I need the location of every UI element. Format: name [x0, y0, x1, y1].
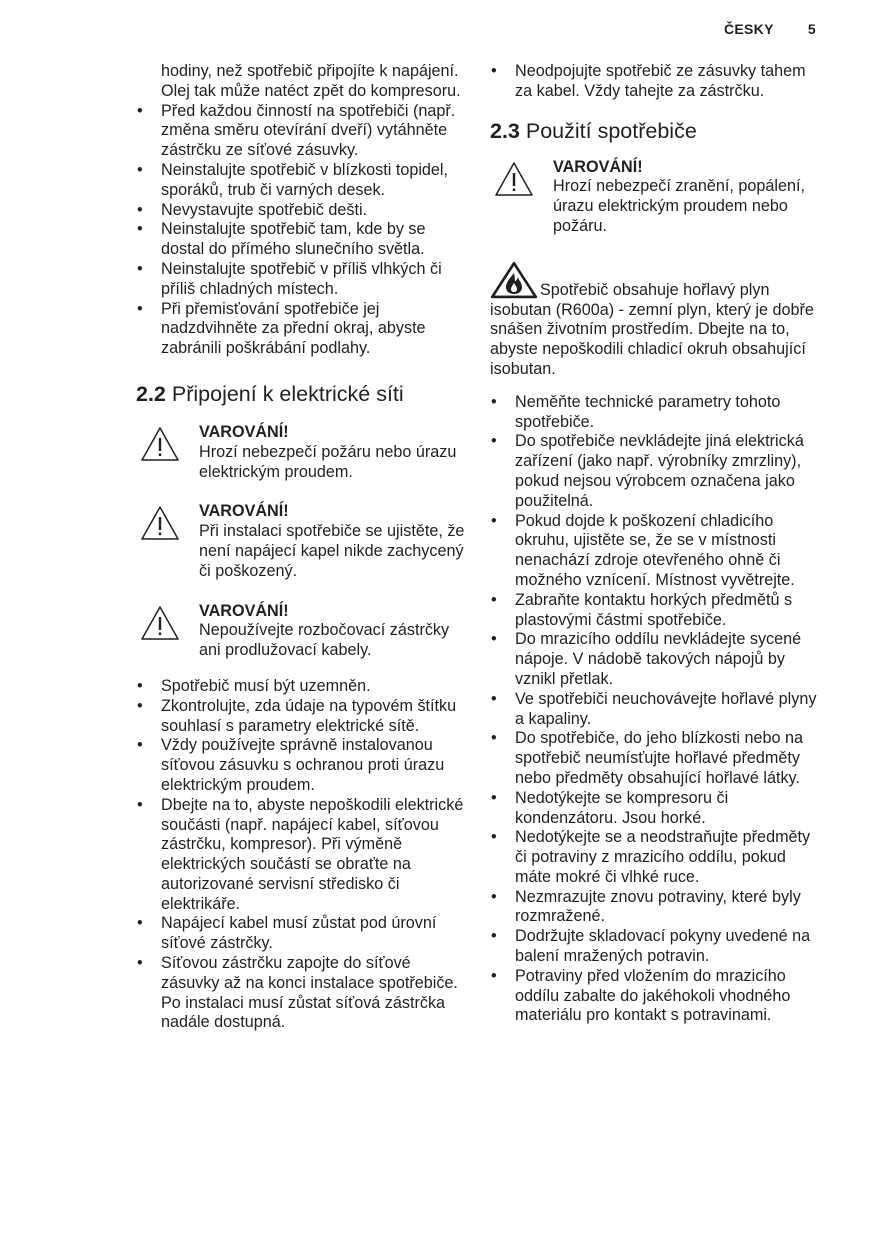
list-item: hodiny, než spotřebič připojíte k napájení. Olej tak může natéct zpět do kompresoru. [161, 62, 461, 100]
section-heading-usage [490, 118, 820, 144]
warning-box [490, 158, 820, 237]
warning-triangle-icon [140, 605, 180, 641]
left-column [136, 62, 466, 1033]
list-item: • Zabraňte kontaktu horkých předmětů s plastovými částmi spotřebiče. [490, 591, 820, 631]
section-number: 2.2 [136, 381, 166, 406]
language-label: ČESKY [723, 21, 774, 37]
warning-box [136, 502, 466, 581]
list-item: • Pokud dojde k poškození chladicího okruhu, ujistěte se, že se v místnosti nenachází zdroje otevřeného ohně či možného vznícení. Místnost vyvětrejte. [490, 512, 820, 591]
flammable-notice [490, 261, 820, 380]
list-item: • Nezmrazujte znovu potraviny, které byly rozmražené. [490, 888, 820, 928]
warning-title: VAROVÁNÍ! [199, 502, 289, 521]
list-item: • Zkontrolujte, zda údaje na typovém štítku souhlasí s parametry elektrické sítě. [136, 697, 466, 737]
list-item: • Nedotýkejte se kompresoru či kondenzátoru. Jsou horké. [490, 789, 820, 829]
list-item: • Nevystavujte spotřebič dešti. [136, 201, 466, 221]
list-item: • Do spotřebiče, do jeho blízkosti nebo na spotřebič neumísťujte hořlavé předměty nebo předměty obsahující hořlavé látky. [490, 729, 820, 788]
warning-triangle-icon [140, 426, 180, 462]
list-item: • Vždy používejte správně instalovanou síťovou zásuvku s ochranou proti úrazu elektrickým proudem. [136, 736, 466, 795]
list-item: • Dbejte na to, abyste nepoškodili elektrické součásti (např. napájecí kabel, síťovou zástrčku, kompresor). Při výměně elektrických součástí se obraťte na autorizované servisní středisko či elektrikáře. [136, 796, 466, 915]
list-item: • Síťovou zástrčku zapojte do síťové zásuvky až na konci instalace spotřebiče. Po instalaci musí zůstat síťová zástrčka nadále dostupná. [136, 954, 466, 1033]
list-item: • Neinstalujte spotřebič tam, kde by se dostal do přímého slunečního světla. [136, 220, 466, 260]
list-item: • Neinstalujte spotřebič v příliš vlhkých či příliš chladných místech. [136, 260, 466, 300]
page-number: 5 [807, 21, 816, 37]
warning-triangle-icon [140, 505, 180, 541]
list-item: • Potraviny před vložením do mrazicího oddílu zabalte do jakéhokoli vhodného materiálu pro kontakt s potravinami. [490, 967, 820, 1026]
list-item: • Neodpojujte spotřebič ze zásuvky tahem za kabel. Vždy tahejte za zástrčku. [490, 62, 820, 102]
warning-text: Nepoužívejte rozbočovací zástrčky ani prodlužovací kabely. [199, 621, 450, 660]
list-item: • Do mrazicího oddílu nevkládejte sycené nápoje. V nádobě takových nápojů by vznikl přetlak. [490, 630, 820, 689]
warning-box [136, 602, 466, 661]
right-column [490, 62, 820, 1026]
section-title: Použití spotřebiče [525, 118, 697, 143]
bullet-list-unplug [490, 62, 820, 102]
bullet-list-electrical [136, 677, 466, 1033]
list-item: • Ve spotřebiči neuchovávejte hořlavé plyny a kapaliny. [490, 690, 820, 730]
warning-text: Hrozí nebezpečí požáru nebo úrazu elektrickým proudem. [199, 442, 457, 481]
flammable-text: Spotřebič obsahuje hořlavý plyn isobutan (R600a) - zemní plyn, který je dobře snášen životním prostředím. Dbejte na to, abyste nepoškodili chladicí okruh obsahující isobutan. [490, 280, 814, 378]
section-title: Připojení k elektrické síti [171, 381, 404, 406]
list-item: • Při přemisťování spotřebiče jej nadzdvihněte za přední okraj, abyste zabránili poškrábání podlahy. [136, 300, 466, 359]
warning-text: Hrozí nebezpečí zranění, popálení, úrazu elektrickým proudem nebo požáru. [553, 177, 805, 235]
warning-triangle-icon [494, 161, 534, 197]
warning-title: VAROVÁNÍ! [199, 422, 289, 441]
list-item: • Do spotřebiče nevkládejte jiná elektrická zařízení (jako např. výrobníky zmrzliny), pokud nejsou výrobcem označena jako použitelná. [490, 432, 820, 511]
bullet-list-usage [490, 393, 820, 1027]
list-item: • Neinstalujte spotřebič v blízkosti topidel, sporáků, trub či varných desek. [136, 161, 466, 201]
list-item: • Napájecí kabel musí zůstat pod úrovní síťové zástrčky. [136, 914, 466, 954]
bullet-list-installation [136, 62, 466, 359]
list-item: • Dodržujte skladovací pokyny uvedené na balení mražených potravin. [490, 927, 820, 967]
warning-box [136, 423, 466, 482]
list-item: • Spotřebič musí být uzemněn. [136, 677, 466, 697]
list-item: • Neměňte technické parametry tohoto spotřebiče. [490, 393, 820, 433]
section-heading-electrical [136, 381, 466, 407]
flammable-triangle-icon [490, 261, 538, 299]
warning-text: Při instalaci spotřebiče se ujistěte, že není napájecí kapel nikde zachycený či poškozený. [199, 522, 465, 580]
list-item: • Před každou činností na spotřebiči (např. změna směru otevírání dveří) vytáhněte zástrčku ze síťové zásuvky. [136, 102, 466, 161]
list-item: • Nedotýkejte se a neodstraňujte předměty či potraviny z mrazicího oddílu, pokud máte mokré či vlhké ruce. [490, 828, 820, 887]
warning-title: VAROVÁNÍ! [199, 601, 289, 620]
section-number: 2.3 [490, 118, 520, 143]
warning-title: VAROVÁNÍ! [553, 157, 643, 176]
page-header [724, 21, 816, 37]
